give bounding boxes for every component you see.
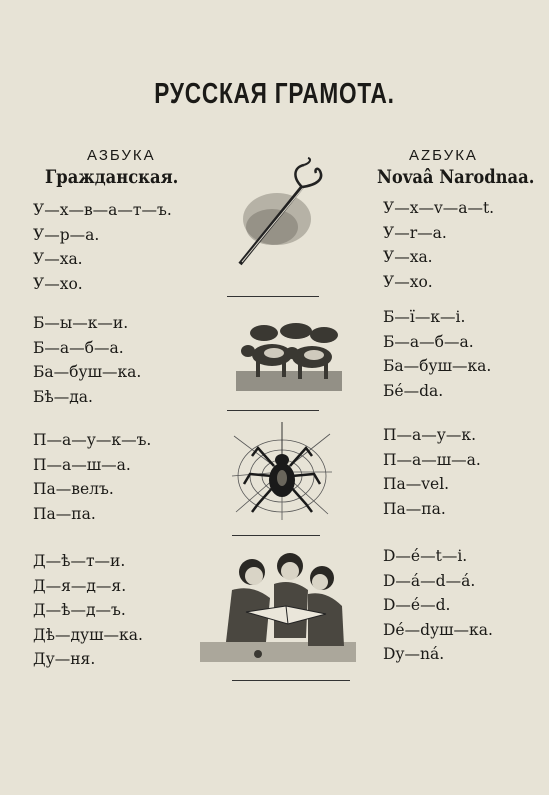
syllable-line: Б—ы—к—и. xyxy=(33,314,129,332)
syllable-line: П—а—ш—а. xyxy=(33,455,131,474)
syllable-line: Па—vel. xyxy=(383,475,450,493)
left-heading-small: АЗБУКА xyxy=(87,147,156,164)
syllable-line: У—х—в—а—т—ъ. xyxy=(33,201,172,219)
left-group-1 xyxy=(33,198,172,296)
syllable-line: Б—ï—к—i. xyxy=(383,308,466,326)
separator-rule xyxy=(227,296,319,297)
syllable-line: У—х—v—а—t. xyxy=(383,199,495,217)
syllable-line: Б—а—б—а. xyxy=(383,332,474,351)
spider-illustration xyxy=(230,422,334,522)
right-heading-small: AZБУКА xyxy=(409,147,478,164)
left-column-header xyxy=(33,147,188,194)
syllable-line: Дѣ—душ—ка. xyxy=(33,625,143,644)
syllable-line: Бѣ—да. xyxy=(33,387,93,406)
syllable-line: Бé—da. xyxy=(383,381,444,400)
syllable-line: П—а—ш—а. xyxy=(383,450,481,469)
right-heading-gothic: Novaâ Narodnaa. xyxy=(377,166,535,188)
left-group-2 xyxy=(33,311,141,409)
children-reading-illustration xyxy=(196,550,360,668)
syllable-line: Ба—буш—ка. xyxy=(33,363,142,381)
left-heading-gothic: Гражданская. xyxy=(45,166,179,188)
right-group-4 xyxy=(383,544,493,667)
right-group-1 xyxy=(383,196,494,294)
syllable-line: D—á—d—á. xyxy=(383,571,476,590)
syllable-line: Ду—ня. xyxy=(33,650,96,668)
right-group-2 xyxy=(383,305,491,403)
syllable-line: Д—я—д—я. xyxy=(33,576,127,595)
syllable-line: У—хо. xyxy=(383,272,433,291)
page-title: РУССКАЯ ГРАМОТА. xyxy=(154,78,395,110)
syllable-line: Dé—dуш—ка. xyxy=(383,620,493,639)
right-group-3 xyxy=(383,423,481,521)
separator-rule xyxy=(227,410,319,411)
syllable-line: D—é—t—i. xyxy=(383,547,468,565)
syllable-line: У—ха. xyxy=(33,250,83,268)
syllable-line: Па—па. xyxy=(383,499,446,518)
syllable-line: Па—па. xyxy=(33,504,96,523)
left-group-4 xyxy=(33,549,143,672)
oven-fork-illustration xyxy=(232,157,342,269)
syllable-line: Ба—буш—ка. xyxy=(383,357,492,375)
syllable-line: Па—велъ. xyxy=(33,480,114,498)
bulls-illustration xyxy=(234,313,344,393)
syllable-line: П—а—у—к. xyxy=(383,426,476,444)
syllable-line: У—r—а. xyxy=(383,223,447,242)
syllable-line: Б—а—б—а. xyxy=(33,338,124,357)
right-column-header xyxy=(377,147,549,194)
syllable-line: У—хо. xyxy=(33,274,83,293)
syllable-line: Д—ѣ—д—ъ. xyxy=(33,601,126,619)
left-group-3 xyxy=(33,428,151,526)
syllable-line: У—р—а. xyxy=(33,225,100,244)
separator-rule xyxy=(232,535,320,536)
syllable-line: П—а—у—к—ъ. xyxy=(33,431,152,449)
syllable-line: Dу—ná. xyxy=(383,645,445,663)
syllable-line: Д—ѣ—т—и. xyxy=(33,552,126,570)
separator-rule xyxy=(232,680,350,681)
syllable-line: D—é—d. xyxy=(383,596,451,614)
syllable-line: У—ха. xyxy=(383,248,433,266)
